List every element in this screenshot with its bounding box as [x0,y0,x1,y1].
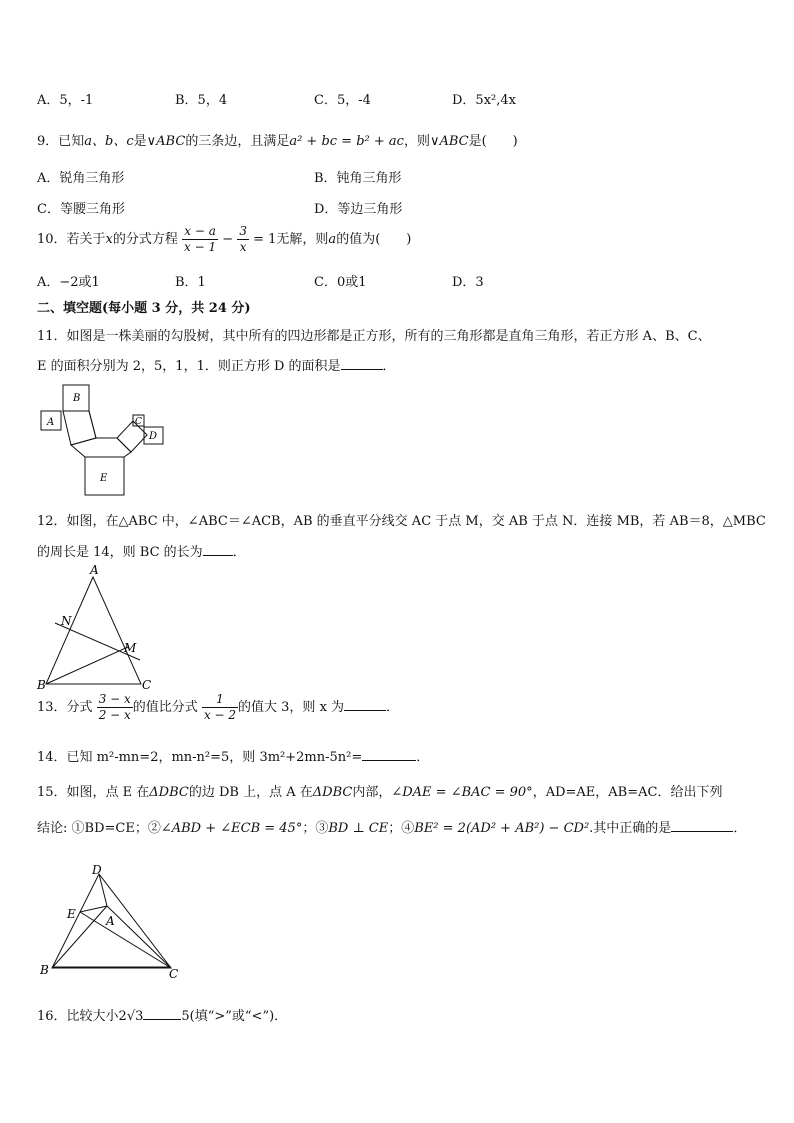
q9-prefix: 9．已知 [37,134,85,149]
q9-option-c: C．等腰三角形 [37,202,125,217]
q10-mid: 的分式方程 [112,232,178,247]
question-13: 13．分式 $\frac{3 - x}{2 - x}$ 的值比分式 $\frac{1}{x - 2}$ 的值大 3，则 x 为 ． [37,692,400,722]
q10-var-a: a [328,232,337,247]
q12-triangle-figure [34,562,159,694]
q10-option-b: B．1 [175,275,206,290]
section-2-title: 二、填空题(每小题 3 分，共 24 分) [37,301,251,316]
label-e: E [67,907,76,921]
q15-answer-blank[interactable] [671,819,733,832]
q15-line-1: 15．如图，点 E 在ΔDBC的边 DB 上，点 A 在ΔDBC内部，∠DAE = ∠BAC = 90°，AD=AE，AB=AC．给出下列 [37,785,723,800]
q12-line-1: 12．如图，在△ABC 中，∠ABC＝∠ACB，AB 的垂直平分线交 AC 于点 M，交 AB 于点 N．连接 MB，若 AB＝8，△MBC [37,514,766,529]
question-9 [37,130,518,149]
label-n: N [61,614,72,628]
q11-answer-blank[interactable] [341,357,383,370]
q16-expression: 2√3 [118,1009,144,1024]
label-a: A [106,914,115,928]
label-c: C [169,967,179,980]
q10-option-d: D．3 [452,275,484,290]
label-a: A [90,563,99,577]
q9-option-d: D．等边三角形 [314,202,403,217]
q9-option-a: A．锐角三角形 [37,171,125,186]
label-c: C [142,678,152,692]
q9-triangle: ∨ABC [146,134,186,149]
label-b: B [40,963,49,977]
q10-minus: − [222,232,234,247]
label-e: E [100,473,108,484]
q15-line-2: 结论: ①BD=CE；②∠ABD + ∠ECB = 45°；③BD ⊥ CE；④BE² = 2(AD² + AB²) − CD².其中正确的是 ． [37,821,747,836]
q9-mid1: 是 [133,134,147,149]
q8-option-c: C．5，-4 [314,93,371,108]
q10-option-c: C．0或1 [314,275,367,290]
q10-eq: = 1 [253,232,277,247]
q9-suffix: 是( ) [468,134,518,149]
q14-answer-blank[interactable] [362,748,416,761]
q13-answer-blank[interactable] [344,698,386,711]
q9-vars: a、b、c [84,134,134,149]
q10-option-a: A．−2或1 [37,275,100,290]
q10-prefix: 10．若关于 [37,232,106,247]
q8-option-b: B．5，4 [175,93,228,108]
q8-option-d: D．5x²,4x [452,93,516,108]
segment-ac [107,906,171,968]
question-16: 16．比较大小2√3 5(填“>”或“<”)． [37,1009,288,1024]
q10-suffix: 的值为( ) [336,232,412,247]
segment-ab [52,906,107,968]
question-10 [37,224,411,255]
q9-mid3: ，则 [403,134,430,149]
q10-mid2: 无解，则 [276,232,329,247]
label-b: B [37,678,46,692]
q10-fraction-2: $\frac{3}{x}$ [239,224,247,254]
q11-line-2: E 的面积分别为 2，5，1，1．则正方形 D 的面积是 ． [37,359,396,374]
q13-fraction-2: $\frac{1}{x - 2}$ [203,692,237,722]
q12-line-2: 的周长是 14，则 BC 的长为 ． [37,545,246,560]
q9-option-b: B．钝角三角形 [314,171,402,186]
q10-fraction-1: $\frac{x - a}{x - 1}$ [184,224,217,254]
label-d: D [149,431,158,442]
q9-equation: a² + bc = b² + ac [289,134,404,149]
question-14: 14．已知 m²-mn=2，mn-n²=5，则 3m²+2mn-5n²= ． [37,750,430,765]
q9-triangle-2: ∨ABC [429,134,469,149]
q8-option-a: A．5，-1 [37,93,94,108]
segment-mb [46,647,128,684]
q9-mid2: 的三条边，且满足 [185,134,290,149]
label-d: D [92,863,102,877]
q13-fraction-1: $\frac{3 - x}{2 - x}$ [98,692,131,722]
q10-var: x [105,232,113,247]
label-c: C [135,417,142,427]
q11-pythagoras-tree-figure [36,380,171,500]
q11-line-1: 11．如图是一株美丽的勾股树，其中所有的四边形都是正方形，所有的三角形都是直角三角形，若正方形 A、B、C、 [37,329,711,344]
q15-triangle-figure [36,862,184,980]
label-m: M [124,641,137,655]
q12-answer-blank[interactable] [203,543,233,556]
q16-answer-blank[interactable] [143,1007,181,1020]
triangle-abc [46,577,141,684]
label-b: B [73,393,81,404]
label-a: A [47,417,55,428]
triangle-main [71,438,131,457]
